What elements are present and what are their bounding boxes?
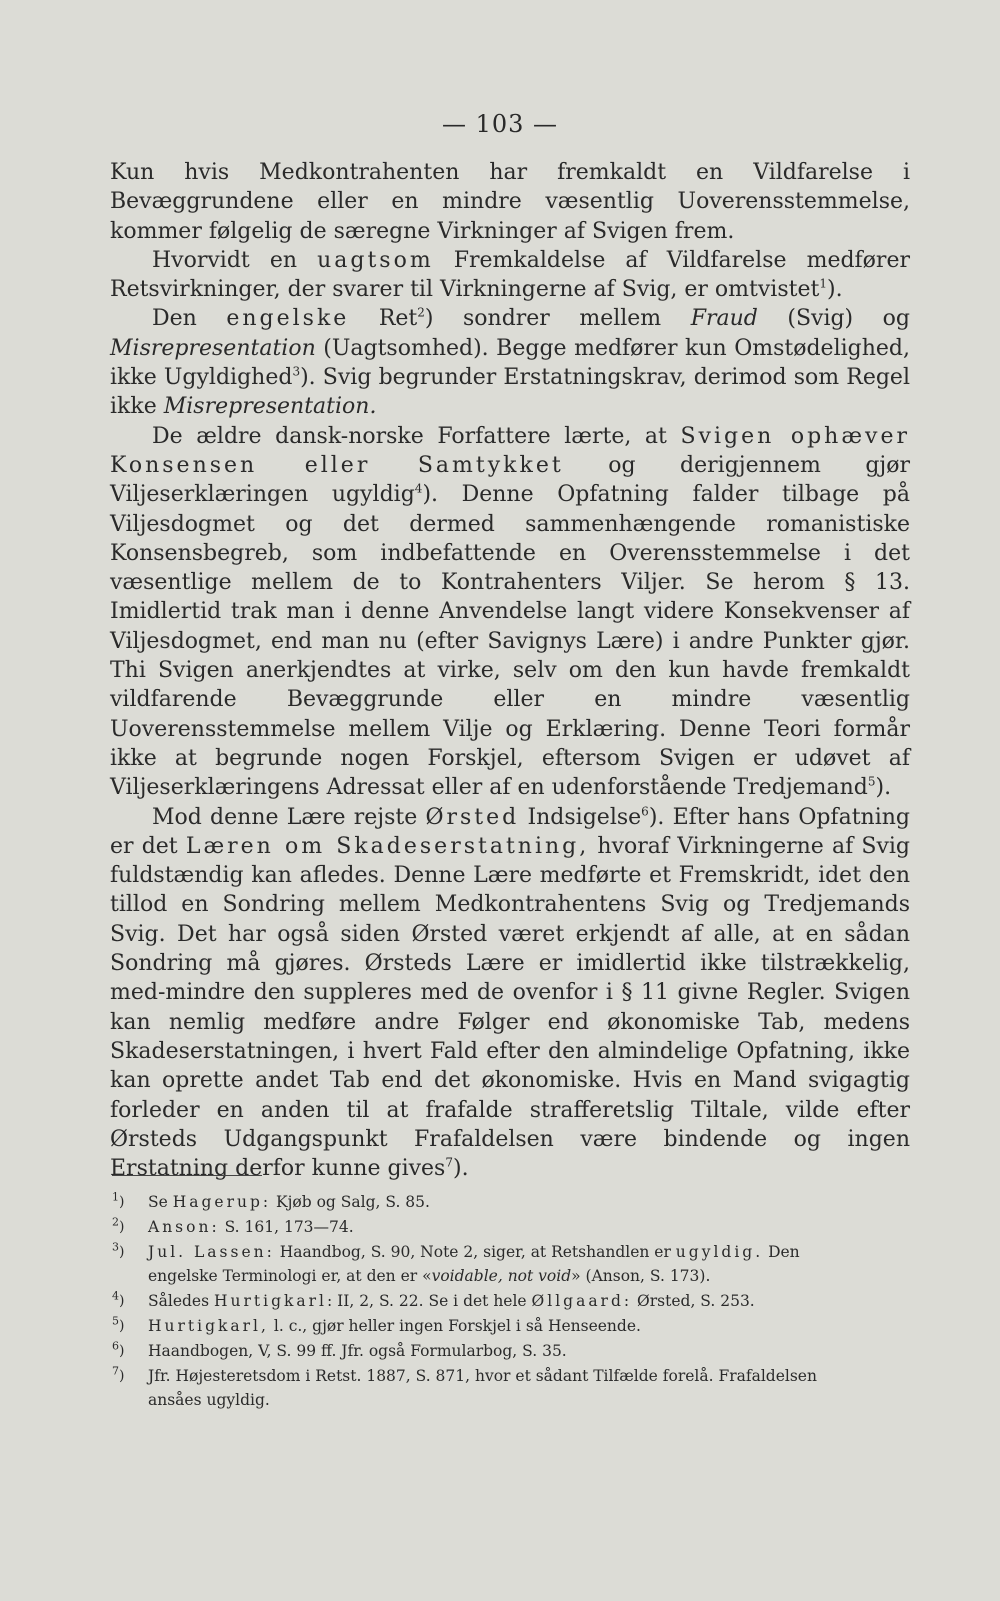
footnote-ref: 4 [414,481,423,496]
footnote-text [148,1215,912,1240]
text-run: Ørsted, S. 253. [632,1292,755,1311]
text-run: Haandbog, S. 90, Note 2, siger, at Retshandlen er [274,1242,676,1261]
footnote-text [148,1240,912,1265]
text-run: ). [826,277,843,303]
text-run: Ret [349,306,418,332]
text-run: Haandbogen, V, S. 99 ff. Jfr. også Formularbog, S. 35. [148,1341,567,1360]
italic-term: voidable, not void [431,1267,572,1286]
paragraph [110,246,910,305]
text-run: » (Anson, S. 173). [571,1267,711,1286]
footnote-text [148,1339,912,1364]
footnotes [112,1190,912,1413]
spaced-emphasis: Jul. Lassen: [148,1242,275,1261]
text-run: ) sondrer mellem [424,306,691,332]
footnote-text [148,1190,912,1215]
spaced-emphasis: engelske [226,306,350,332]
spaced-emphasis: Svigen ophæver Konsensen eller Samtykket [110,423,910,478]
paragraph [110,158,910,246]
footnote-number: 6 [112,1339,119,1353]
text-run: engelske Terminologi er, at den er « [148,1267,432,1286]
paragraph [110,304,910,421]
footnote-number: 3 [112,1239,119,1253]
text-run: (Uagtsomhed). Begge medfører kun Omstødelighed, ikke Ugyldighed [110,335,910,391]
footnote-continuation [112,1388,912,1413]
text-run: Således [148,1292,214,1311]
text-run: Se [148,1193,173,1211]
footnote-continuation [112,1264,912,1289]
text-run: ). [452,1156,469,1182]
text-run: (Svig) og [757,306,910,332]
text-run: ). Svig begrunder Erstatningskrav, derimod som Regel ikke [110,365,910,420]
text-run: Den [152,306,227,332]
footnote-text [148,1314,912,1339]
text-run: og derigjennem gjør Viljeserklæringen ugyldig [110,452,911,508]
paragraph [110,422,910,803]
text-run: S. 161, 173—74. [219,1217,354,1236]
footnote-mark: $^7$) [112,1363,125,1384]
footnote [112,1190,912,1215]
footnote-mark: $^3$) [112,1239,125,1260]
text-run: Mod denne Lære rejste [152,804,426,830]
footnote-mark: $^2$) [112,1215,125,1235]
footnote-number: 4 [112,1289,119,1303]
text-run: ). [875,775,892,801]
text-run: hvoraf Virkningerne af Svig fuldstændig kan afledes. Denne Lære medførte et Fremskridt, idet den tillod en Sondring mellem Medkontrahentens Svig og Tredjemands Svig. Det har også siden Ørsted været erkjendt af alle, at en sådan Sondring må gjøres. Ørsteds Lære er imidlertid ikke tilstrækkelig, med-mindre den suppleres med de ovenfor i § 11 givne Regler. Svigen kan nemlig medføre andre Følger end økonomiske Tab, medens Skadeserstatningen, i hvert Fald efter den almindelige Opfatning, ikke kan oprette andet Tab end det økonomiske. Hvis en Mand svigagtig forleder en anden til at frafalde strafferetslig Tiltale, vilde efter Ørsteds Udgangspunkt Frafaldelsen være bindende og ingen Erstatning derfor kunne gives [110,833,911,1182]
text-run: Fremkaldelse af Vildfarelse medfører Retsvirkninger, der svarer til Virkningerne af Svig, er omtvistet [110,247,910,303]
spaced-emphasis: uagtsom [317,247,434,273]
footnote [112,1289,912,1314]
footnote-ref: 6 [641,804,649,819]
spaced-emphasis: ugyldig. [675,1242,764,1261]
footnote-mark: $^1$) [112,1190,125,1210]
spaced-emphasis: Læren om Skadeserstatning, [185,833,590,859]
italic-term: Misrepresentation. [163,394,377,420]
footnote-ref: 7 [445,1155,453,1170]
spaced-emphasis: Hurtigkarl, [148,1316,269,1335]
footnote [112,1339,912,1364]
footnote-text [148,1289,912,1314]
footnote [112,1240,912,1265]
italic-term: Fraud [690,306,758,332]
spaced-emphasis: Ørsted [425,804,520,830]
text-run: Jfr. Højesteretsdom i Retst. 1887, S. 871, hvor et sådant Tilfælde forelå. Frafaldelsen [148,1366,817,1385]
footnote-number: 7 [112,1363,119,1377]
italic-term: Misrepresentation [110,335,316,361]
footnote-number: 2 [112,1215,119,1229]
footnote [112,1215,912,1240]
text-run: : II, 2, S. 22. Se i det hele [327,1292,532,1311]
text-run: Hvorvidt en [152,247,318,273]
footnote-mark: $^4$) [112,1289,125,1310]
text-run: De ældre dansk-norske Forfattere lærte, at [152,423,681,449]
text-run: Kjøb og Salg, S. 85. [271,1193,430,1211]
text-run: ). Denne Opfatning falder tilbage på Viljesdogmet og det dermed sammenhængende romanistiske Konsensbegreb, som indbefattende en Overensstemmelse i det væsentlige mellem de to Kontrahenters Viljer. Se herom § 13. Imidlertid trak man i denne Anvendelse langt videre Konsekvenser af Viljesdogmet, end man nu (efter Savignys Lære) i andre Punkter gjør. Thi Svigen anerkjendtes at virke, selv om den kun havde fremkaldt vildfarende Bevæggrunde eller en mindre væsentlig Uoverensstemmelse mellem Vilje og Erklæring. Denne Teori formår ikke at begrunde nogen Forskjel, eftersom Svigen er udøvet af Viljeserklæringens Adressat eller af en udenforstående Tredjemand [110,482,910,801]
footnote-ref: 1 [819,276,827,291]
spaced-emphasis: Hurtigkarl [213,1292,327,1311]
spaced-emphasis: Anson: [148,1217,220,1236]
footnote-number: 1 [112,1190,119,1204]
footnote-text [148,1364,912,1389]
footnote-mark: $^6$) [112,1339,125,1359]
spaced-emphasis: Hagerup: [172,1193,272,1211]
text-run: Den [763,1242,800,1261]
text-run: ansåes ugyldig. [148,1391,270,1410]
body-text [110,158,910,1183]
footnote [112,1314,912,1339]
footnote-number: 5 [112,1314,119,1328]
page-number: — 103 — [441,110,559,138]
text-run: Kun hvis Medkontrahenten har fremkaldt en Vildfarelse i Bevæggrundene eller en mindre væsentlig Uoverensstemmelse, kommer følgelig de særegne Virkninger af Svigen frem. [110,160,910,244]
text-run: ). Efter hans Opfatning er det [110,804,910,859]
text-run: l. c., gjør heller ingen Forskjel i så Henseende. [268,1316,641,1335]
footnote-ref: 2 [417,306,425,321]
footnote-ref: 5 [867,774,876,789]
footnote-mark: $^5$) [112,1314,125,1334]
footnote-divider [112,1175,262,1176]
text-run: Indsigelse [519,804,642,830]
footnote [112,1364,912,1389]
paragraph [110,803,910,1184]
footnote-ref: 3 [292,364,301,379]
spaced-emphasis: Øllgaard: [531,1292,633,1311]
